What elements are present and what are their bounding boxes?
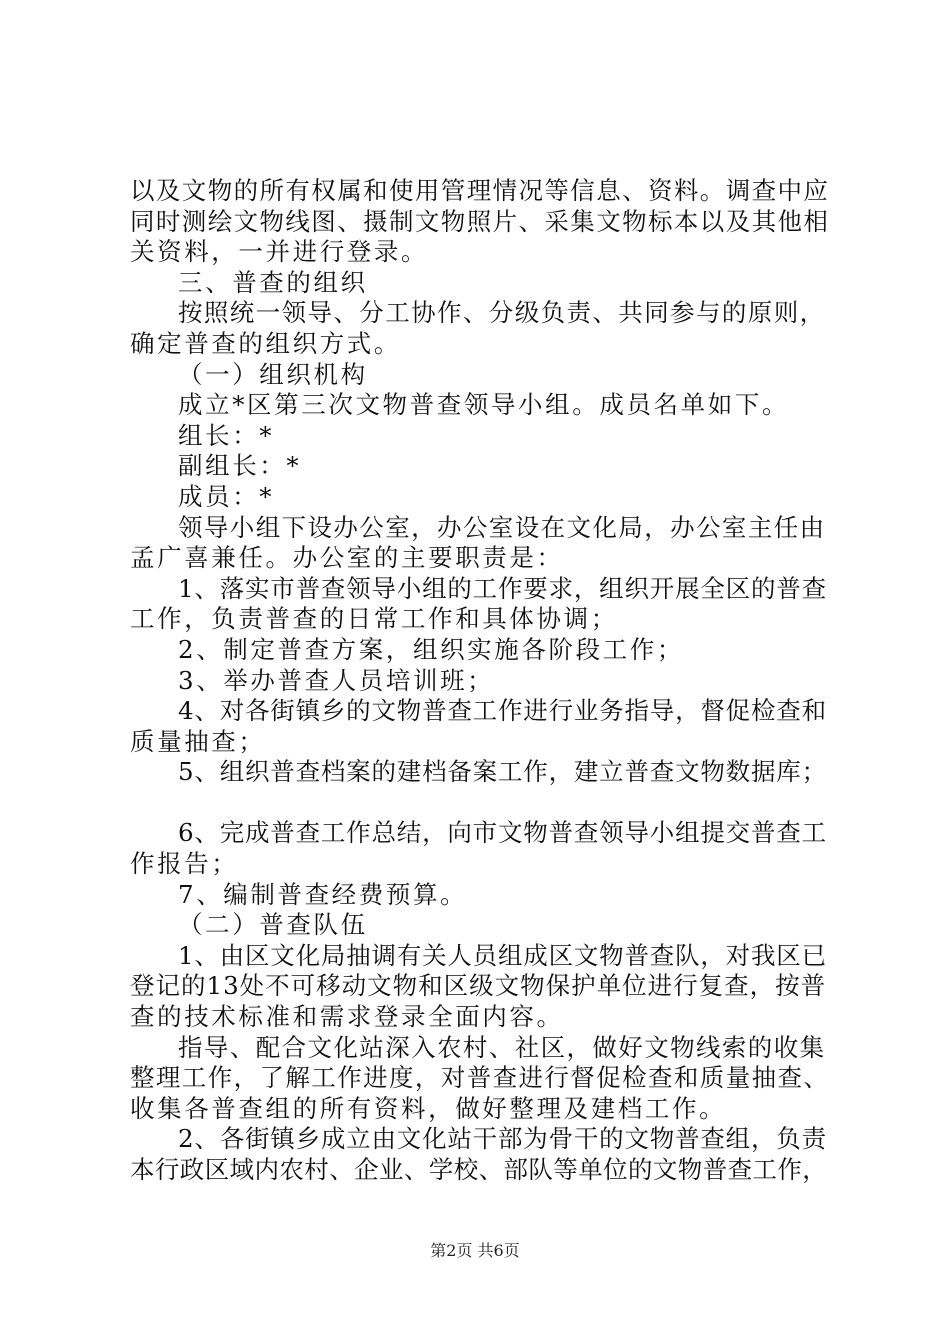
section-heading: 三、普查的组织 (178, 267, 368, 297)
page-number-footer: 第2页 共6页 (430, 1241, 520, 1260)
text-line: 关资料，一并进行登录。 (130, 237, 429, 267)
text-line: 副组长：* (178, 451, 302, 481)
subsection-heading: （二）普查队伍 (178, 910, 368, 940)
text-line: 质量抽查； (130, 726, 266, 756)
text-line: 确定普查的组织方式。 (130, 328, 401, 358)
text-line: 登记的13处不可移动文物和区级文物保护单位进行复查，按普 (130, 971, 827, 1001)
text-line: 成员：* (178, 481, 275, 511)
text-line: 查的技术标准和需求登录全面内容。 (130, 1002, 564, 1032)
text-line: 成立*区第三次文物普查领导小组。成员名单如下。 (178, 390, 790, 420)
list-item: 5、组织普查档案的建档备案工作，建立普查文物数据库； (178, 757, 827, 787)
list-item: 7、编制普查经费预算。 (178, 879, 468, 909)
list-item: 2、制定普查方案，组织实施各阶段工作； (178, 634, 684, 664)
text-line: 工作，负责普查的日常工作和具体协调； (130, 604, 618, 634)
text-line: 指导、配合文化站深入农村、社区，做好文物线索的收集 (178, 1032, 826, 1062)
text-line: 按照统一领导、分工协作、分级负责、共同参与的原则， (178, 298, 826, 328)
list-item: 1、落实市普查领导小组的工作要求，组织开展全区的普查 (178, 573, 827, 603)
text-line: 以及文物的所有权属和使用管理情况等信息、资料。调查中应 (130, 176, 830, 205)
text-line: 整理工作，了解工作进度，对普查进行督促检查和质量抽查、 (130, 1063, 830, 1093)
text-line: 作报告； (130, 849, 239, 879)
list-item: 2、各街镇乡成立由文化站干部为骨干的文物普查组，负责 (178, 1124, 827, 1154)
text-line: 领导小组下设办公室，办公室设在文化局，办公室主任由 (178, 512, 826, 542)
text-line: 收集各普查组的所有资料，做好整理及建档工作。 (130, 1093, 727, 1123)
text-line: 同时测绘文物线图、摄制文物照片、采集文物标本以及其他相 (130, 206, 830, 236)
list-item: 1、由区文化局抽调有关人员组成区文物普查队，对我区已 (178, 940, 827, 970)
subsection-heading: （一）组织机构 (178, 359, 368, 389)
text-line: 本行政区域内农村、企业、学校、部队等单位的文物普查工作， (130, 1155, 828, 1184)
blank-line (130, 788, 830, 819)
list-item: 3、举办普查人员培训班； (178, 665, 495, 695)
text-line: 组长：* (178, 420, 275, 450)
text-line: 孟广喜兼任。办公室的主要职责是： (130, 543, 564, 573)
list-item: 4、对各街镇乡的文物普查工作进行业务指导，督促检查和 (178, 696, 827, 726)
list-item: 6、完成普查工作总结，向市文物普查领导小组提交普查工 (178, 818, 827, 848)
document-body (130, 176, 830, 1186)
